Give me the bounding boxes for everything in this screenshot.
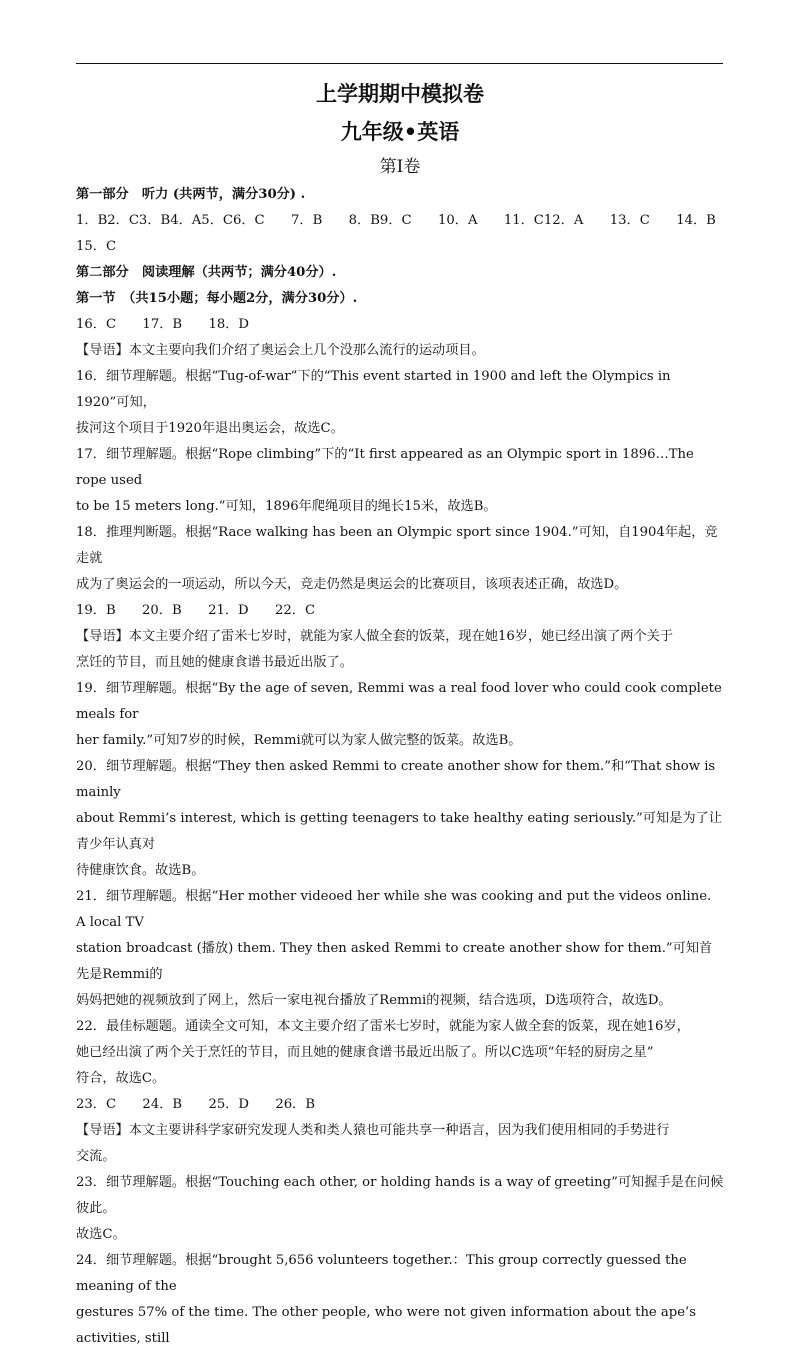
header-rule bbox=[76, 63, 723, 64]
section-heading: 第一部分 听力 (共两节，满分30分) . bbox=[76, 187, 306, 202]
section-heading: 第二部分 阅读理解（共两节；满分40分）. bbox=[76, 265, 337, 280]
text-line: 16．细节理解题。根据“Tug-of-war”下的“This event started in 1900 and left the Olympics in 1920”可知， bbox=[76, 369, 671, 410]
text-line: 17．细节理解题。根据“Rope climbing”下的“It first appeared as an Olympic sport in 1896…The rope used bbox=[76, 447, 694, 488]
text-line: 1．B2．C3．B4．A5．C6．C 7．B 8．B9．C 10．A 11．C12．A 13．C 14．B bbox=[76, 213, 716, 228]
section-heading: 第一节 （共15小题；每小题2分，满分30分）. bbox=[76, 291, 358, 306]
text-line: 20．细节理解题。根据“They then asked Remmi to create another show for them.”和“That show is mainly bbox=[76, 759, 716, 800]
text-line: 成为了奥运会的一项运动，所以今天，竞走仍然是奥运会的比赛项目，该项表述正确，故选D。 bbox=[76, 577, 628, 592]
text-line: 19．细节理解题。根据“By the age of seven, Remmi was a real food lover who could cook complete meals for bbox=[76, 681, 722, 722]
page-subtitle: 九年级•英语 bbox=[340, 119, 460, 144]
text-line: 16．C 17．B 18．D bbox=[76, 317, 250, 332]
text-line: her family.”可知7岁的时候，Remmi就可以为家人做完整的饭菜。故选B。 bbox=[76, 733, 522, 748]
text-line: 拔河这个项目于1920年退出奥运会，故选C。 bbox=[76, 421, 344, 436]
text-line: 【导语】本文主要向我们介绍了奥运会上几个没那么流行的运动项目。 bbox=[76, 343, 485, 358]
text-line: 她已经出演了两个关于烹饪的节目，而且她的健康食谱书最近出版了。所以C选项“年轻的厨房之星” bbox=[76, 1045, 654, 1060]
text-line: 【导语】本文主要介绍了雷米七岁时，就能为家人做全套的饭菜，现在她16岁，她已经出演了两个关于 bbox=[76, 629, 674, 644]
text-line: 19．B 20．B 21．D 22．C bbox=[76, 603, 316, 618]
text-line: 15．C bbox=[76, 239, 117, 254]
answer-content bbox=[76, 182, 724, 1352]
text-line: to be 15 meters long.”可知，1896年爬绳项目的绳长15米，故选B。 bbox=[76, 499, 497, 514]
text-line: 故选C。 bbox=[76, 1227, 126, 1242]
page-title: 上学期期中模拟卷 bbox=[316, 81, 484, 106]
text-line: 24．细节理解题。根据“brought 5,656 volunteers together.：This group correctly guessed the meaning of the bbox=[76, 1253, 687, 1294]
text-line: 22．最佳标题题。通读全文可知，本文主要介绍了雷米七岁时，就能为家人做全套的饭菜，现在她16岁， bbox=[76, 1019, 690, 1034]
text-line: station broadcast (播放) them. They then asked Remmi to create another show for them.”可知首先是Remmi的 bbox=[76, 941, 713, 982]
text-line: 18．推理判断题。根据“Race walking has been an Olympic sport since 1904.”可知，自1904年起，竞走就 bbox=[76, 525, 718, 566]
text-line: 烹饪的节目，而且她的健康食谱书最近出版了。 bbox=[76, 655, 353, 670]
volume-label: 第I卷 bbox=[379, 157, 421, 177]
text-line: 21．细节理解题。根据“Her mother videoed her while she was cooking and put the videos online. A local TV bbox=[76, 889, 712, 930]
text-line: 【导语】本文主要讲科学家研究发现人类和类人猿也可能共享一种语言，因为我们使用相同的手势进行 bbox=[76, 1123, 670, 1138]
text-line: 23．C 24．B 25．D 26．B bbox=[76, 1097, 316, 1112]
text-line: 交流。 bbox=[76, 1149, 116, 1164]
text-line: about Remmi’s interest, which is getting teenagers to take healthy eating seriously.”可知是为了让青少年认真对 bbox=[76, 811, 722, 852]
text-line: 符合，故选C。 bbox=[76, 1071, 166, 1086]
text-line: 妈妈把她的视频放到了网上，然后一家电视台播放了Remmi的视频，结合选项，D选项符合，故选D。 bbox=[76, 993, 672, 1008]
text-line: 待健康饮食。故选B。 bbox=[76, 863, 205, 878]
text-line: 23．细节理解题。根据“Touching each other, or holding hands is a way of greeting”可知握手是在问候彼此。 bbox=[76, 1175, 724, 1216]
text-line: gestures 57% of the time. The other people, who were not given information about the ape’s activities, still bbox=[76, 1305, 696, 1346]
